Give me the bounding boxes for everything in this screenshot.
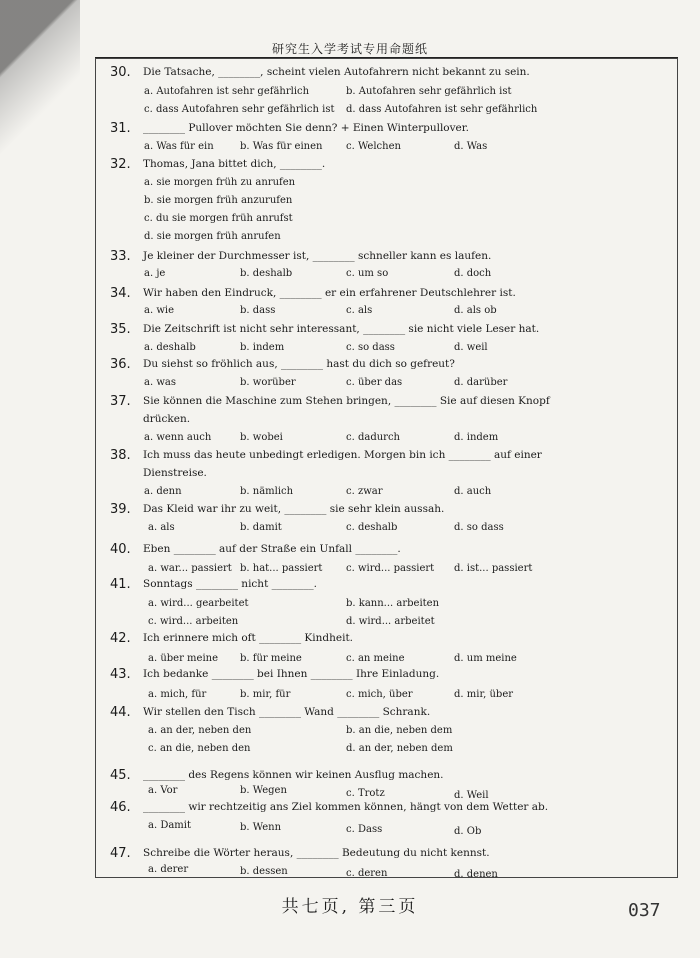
- question-number: 42.: [110, 631, 131, 646]
- answer-option: c. deshalb: [346, 522, 398, 533]
- scan-shadow: [0, 0, 80, 180]
- answer-option: b. hat... passiert: [240, 563, 323, 574]
- answer-option: b. deshalb: [240, 268, 293, 279]
- question-stem: Ich erinnere mich oft ________ Kindheit.: [143, 632, 354, 644]
- answer-option: d. denen: [454, 869, 498, 880]
- answer-option: a. sie morgen früh zu anrufen: [144, 177, 296, 188]
- question-stem: Eben ________ auf der Straße ein Unfall ________.: [143, 543, 401, 555]
- answer-option: a. je: [144, 268, 166, 279]
- answer-option: b. damit: [240, 522, 282, 533]
- answer-option: c. wird... passiert: [346, 563, 435, 574]
- answer-option: a. wenn auch: [144, 432, 212, 443]
- answer-option: c. Dass: [346, 824, 383, 835]
- answer-option: b. dass: [240, 305, 276, 316]
- answer-option: d. um meine: [454, 653, 517, 664]
- answer-option: c. Trotz: [346, 788, 385, 799]
- answer-option: c. so dass: [346, 342, 395, 353]
- answer-option: c. dadurch: [346, 432, 400, 443]
- answer-option: a. Vor: [148, 785, 178, 796]
- question-number: 35.: [110, 322, 131, 337]
- answer-option: b. für meine: [240, 653, 302, 664]
- answer-option: a. als: [148, 522, 175, 533]
- answer-option: a. mich, für: [148, 689, 207, 700]
- answer-option: b. wobei: [240, 432, 283, 443]
- answer-option: c. zwar: [346, 486, 383, 497]
- answer-option: b. an die, neben dem: [346, 725, 453, 736]
- answer-option: c. um so: [346, 268, 389, 279]
- answer-option: c. wird... arbeiten: [148, 616, 239, 627]
- answer-option: c. du sie morgen früh anrufst: [144, 213, 293, 224]
- answer-option: d. als ob: [454, 305, 497, 316]
- answer-option: d. so dass: [454, 522, 504, 533]
- answer-option: b. indem: [240, 342, 285, 353]
- answer-option: a. wie: [144, 305, 174, 316]
- answer-option: c. Welchen: [346, 141, 401, 152]
- page-header-title: 研究生入学考试专用命题纸: [271, 42, 428, 56]
- answer-option: c. deren: [346, 868, 388, 879]
- answer-option: d. wird... arbeitet: [346, 616, 435, 627]
- answer-option: d. doch: [454, 268, 492, 279]
- question-stem: Du siehst so fröhlich aus, ________ hast du dich so gefreut?: [143, 358, 455, 370]
- question-stem: Sonntags ________ nicht ________.: [143, 578, 317, 590]
- question-number: 40.: [110, 542, 131, 557]
- question-number: 38.: [110, 448, 131, 463]
- answer-option: c. über das: [346, 377, 403, 388]
- question-number: 34.: [110, 286, 131, 301]
- answer-option: a. Was für ein: [144, 141, 214, 152]
- answer-option: a. wird... gearbeitet: [148, 598, 249, 609]
- answer-option: c. an die, neben den: [148, 743, 251, 754]
- question-stem-continued: drücken.: [143, 413, 191, 425]
- answer-option: d. Weil: [454, 790, 489, 801]
- answer-option: b. kann... arbeiten: [346, 598, 440, 609]
- question-number: 37.: [110, 394, 131, 409]
- answer-option: b. worüber: [240, 377, 296, 388]
- question-number: 43.: [110, 667, 131, 682]
- answer-option: b. mir, für: [240, 689, 291, 700]
- answer-option: b. sie morgen früh anzurufen: [144, 195, 293, 206]
- question-stem: Die Tatsache, ________, scheint vielen Autofahrern nicht bekannt zu sein.: [143, 66, 530, 78]
- question-number: 31.: [110, 121, 131, 136]
- answer-option: b. Autofahren sehr gefährlich ist: [346, 86, 512, 97]
- answer-option: b. nämlich: [240, 486, 294, 497]
- answer-option: c. an meine: [346, 653, 405, 664]
- answer-option: a. Damit: [148, 820, 191, 831]
- answer-option: c. dass Autofahren sehr gefährlich ist: [144, 104, 335, 115]
- question-number: 32.: [110, 157, 131, 172]
- page-footer: 共七页, 第三页: [281, 897, 419, 917]
- answer-option: a. war... passiert: [148, 563, 232, 574]
- question-number: 45.: [110, 768, 131, 783]
- answer-option: a. denn: [144, 486, 182, 497]
- answer-option: a. Autofahren ist sehr gefährlich: [144, 86, 310, 97]
- question-stem: Das Kleid war ihr zu weit, ________ sie sehr klein aussah.: [143, 503, 445, 515]
- answer-option: d. mir, über: [454, 689, 514, 700]
- page-stamp: 037: [628, 900, 661, 921]
- question-stem: Sie können die Maschine zum Stehen bringen, ________ Sie auf diesen Knopf: [143, 395, 550, 407]
- answer-option: d. weil: [454, 342, 488, 353]
- question-stem: Ich muss das heute unbedingt erledigen. Morgen bin ich ________ auf einer: [143, 449, 542, 461]
- question-stem: Wir stellen den Tisch ________ Wand ________ Schrank.: [143, 706, 431, 718]
- question-number: 46.: [110, 800, 131, 815]
- answer-option: d. Was: [454, 141, 488, 152]
- question-stem: Je kleiner der Durchmesser ist, ________ schneller kann es laufen.: [143, 250, 492, 262]
- question-stem: Ich bedanke ________ bei Ihnen ________ Ihre Einladung.: [143, 668, 440, 680]
- answer-option: b. Was für einen: [240, 141, 323, 152]
- question-stem: Die Zeitschrift ist nicht sehr interessant, ________ sie nicht viele Leser hat.: [143, 323, 540, 335]
- answer-option: d. an der, neben dem: [346, 743, 453, 754]
- answer-option: a. derer: [148, 864, 189, 875]
- answer-option: d. Ob: [454, 826, 482, 837]
- question-number: 30.: [110, 65, 131, 80]
- answer-option: a. über meine: [148, 653, 218, 664]
- question-number: 44.: [110, 705, 131, 720]
- answer-option: a. deshalb: [144, 342, 196, 353]
- question-stem: Wir haben den Eindruck, ________ er ein erfahrener Deutschlehrer ist.: [143, 287, 516, 299]
- question-number: 39.: [110, 502, 131, 517]
- answer-option: d. sie morgen früh anrufen: [144, 231, 281, 242]
- answer-option: c. als: [346, 305, 373, 316]
- answer-option: d. indem: [454, 432, 499, 443]
- answer-option: d. dass Autofahren ist sehr gefährlich: [346, 104, 538, 115]
- answer-option: d. darüber: [454, 377, 508, 388]
- question-stem: ________ Pullover möchten Sie denn? + Einen Winterpullover.: [143, 122, 469, 134]
- question-number: 33.: [110, 249, 131, 264]
- question-number: 47.: [110, 846, 131, 861]
- question-stem: ________ des Regens können wir keinen Ausflug machen.: [143, 769, 444, 781]
- question-stem: ________ wir rechtzeitig ans Ziel kommen können, hängt von dem Wetter ab.: [143, 801, 549, 813]
- answer-option: b. Wegen: [240, 785, 287, 796]
- answer-option: b. Wenn: [240, 822, 282, 833]
- question-stem-continued: Dienstreise.: [143, 467, 207, 479]
- question-number: 41.: [110, 577, 131, 592]
- question-stem: Thomas, Jana bittet dich, ________.: [143, 158, 326, 170]
- question-stem: Schreibe die Wörter heraus, ________ Bedeutung du nicht kennst.: [143, 847, 490, 859]
- answer-option: a. was: [144, 377, 176, 388]
- answer-option: d. ist... passiert: [454, 563, 533, 574]
- answer-option: b. dessen: [240, 866, 288, 877]
- question-number: 36.: [110, 357, 131, 372]
- answer-option: a. an der, neben den: [148, 725, 252, 736]
- answer-option: d. auch: [454, 486, 492, 497]
- answer-option: c. mich, über: [346, 689, 413, 700]
